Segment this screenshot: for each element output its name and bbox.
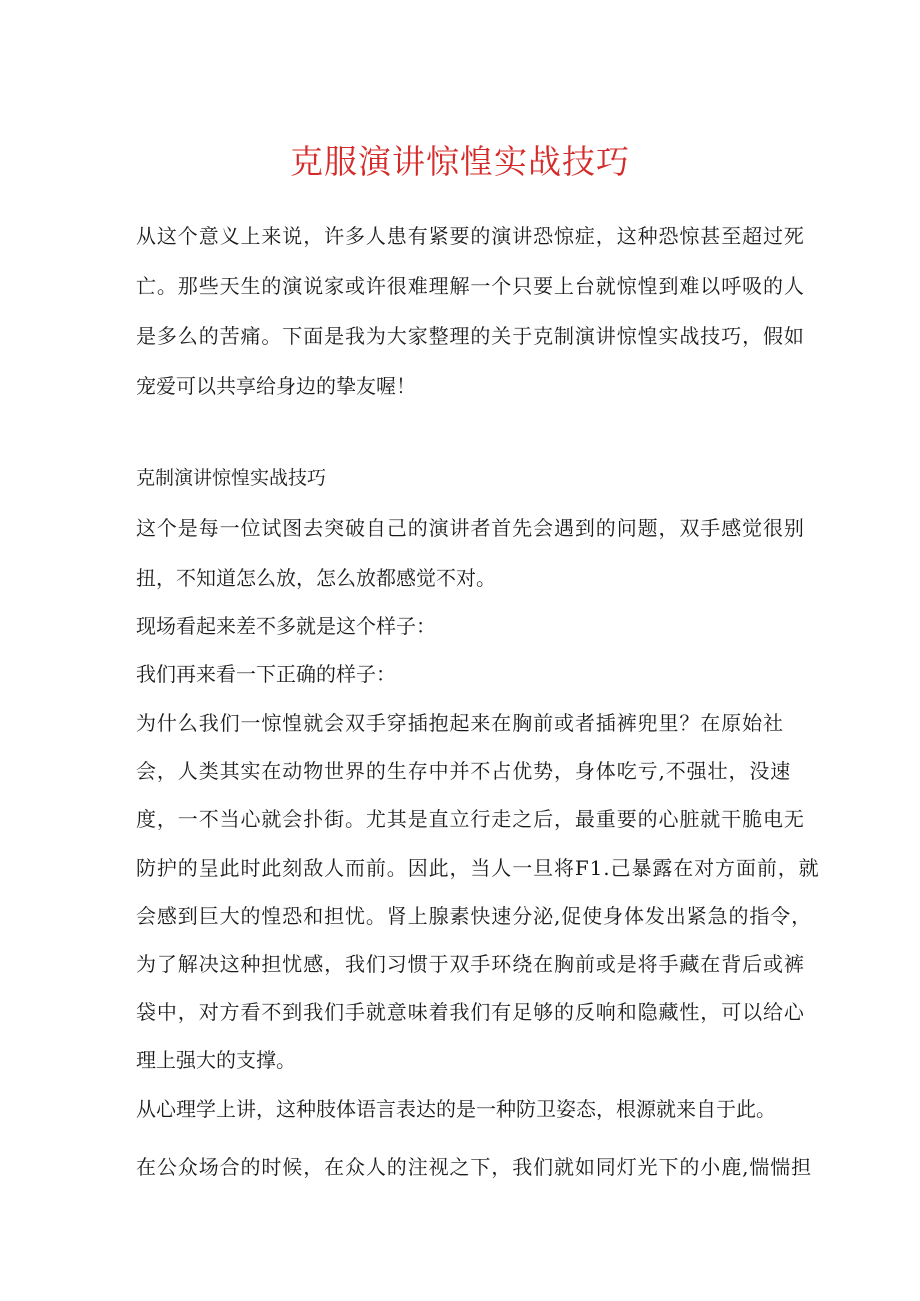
body-line: 为什么我们一惊惶就会双手穿插抱起来在胸前或者插裤兜里？在原始社 — [136, 711, 784, 735]
scene-line: 现场看起来差不多就是这个样子： — [136, 614, 436, 638]
psychology-line: 从心理学上讲，这种肢体语言表达的是一种防卫姿态，根源就来自于此。 — [136, 1097, 776, 1121]
correct-line: 我们再来看一下正确的样子： — [136, 662, 396, 686]
body-line: 会，人类其实在动物世界的生存中并不占优势，身体吃亏,不强壮，没速 — [136, 759, 792, 783]
body-line: 度，一不当心就会扑街。尤其是直立行走之后，最重要的心脏就干脆电无 — [136, 807, 805, 831]
body-line: 袋中，对方看不到我们手就意味着我们有足够的反响和隐藏性，可以给心 — [136, 1000, 805, 1024]
section-line: 这个是每一位试图去突破自己的演讲者首先会遇到的问题，双手感觉很别 — [136, 516, 805, 540]
public-line: 在公众场合的时候，在众人的注视之下，我们就如同灯光下的小鹿,惴惴担 — [136, 1155, 813, 1179]
body-line: 为了解决这种担忧感，我们习惯于双手环绕在胸前或是将手藏在背后或裤 — [136, 952, 805, 976]
document-title: 克服演讲惊惶实战技巧 — [290, 142, 630, 181]
body-line: 防护的呈此时此刻敌人而前。因此，当人一旦将F1.己暴露在对方面前，就 — [136, 856, 820, 880]
intro-line: 宠爱可以共享给身边的挚友喔！ — [136, 374, 416, 398]
intro-line: 从这个意义上来说，许多人患有紧要的演讲恐惊症，这种恐惊甚至超过死 — [136, 224, 805, 248]
section-line: 扭，不知道怎么放，怎么放都感觉不对。 — [136, 566, 496, 590]
intro-line: 是多么的苦痛。下面是我为大家整理的关于克制演讲惊惶实战技巧，假如 — [136, 324, 805, 348]
body-line: 会感到巨大的惶恐和担忧。肾上腺素快速分泌,促使身体发出紧急的指令， — [136, 904, 813, 928]
intro-line: 亡。那些天生的演说家或许很难理解一个只要上台就惊惶到难以呼吸的人 — [136, 274, 805, 298]
body-line: 理上强大的支撑。 — [136, 1048, 296, 1072]
section-subheading: 克制演讲惊惶实战技巧 — [136, 467, 327, 489]
